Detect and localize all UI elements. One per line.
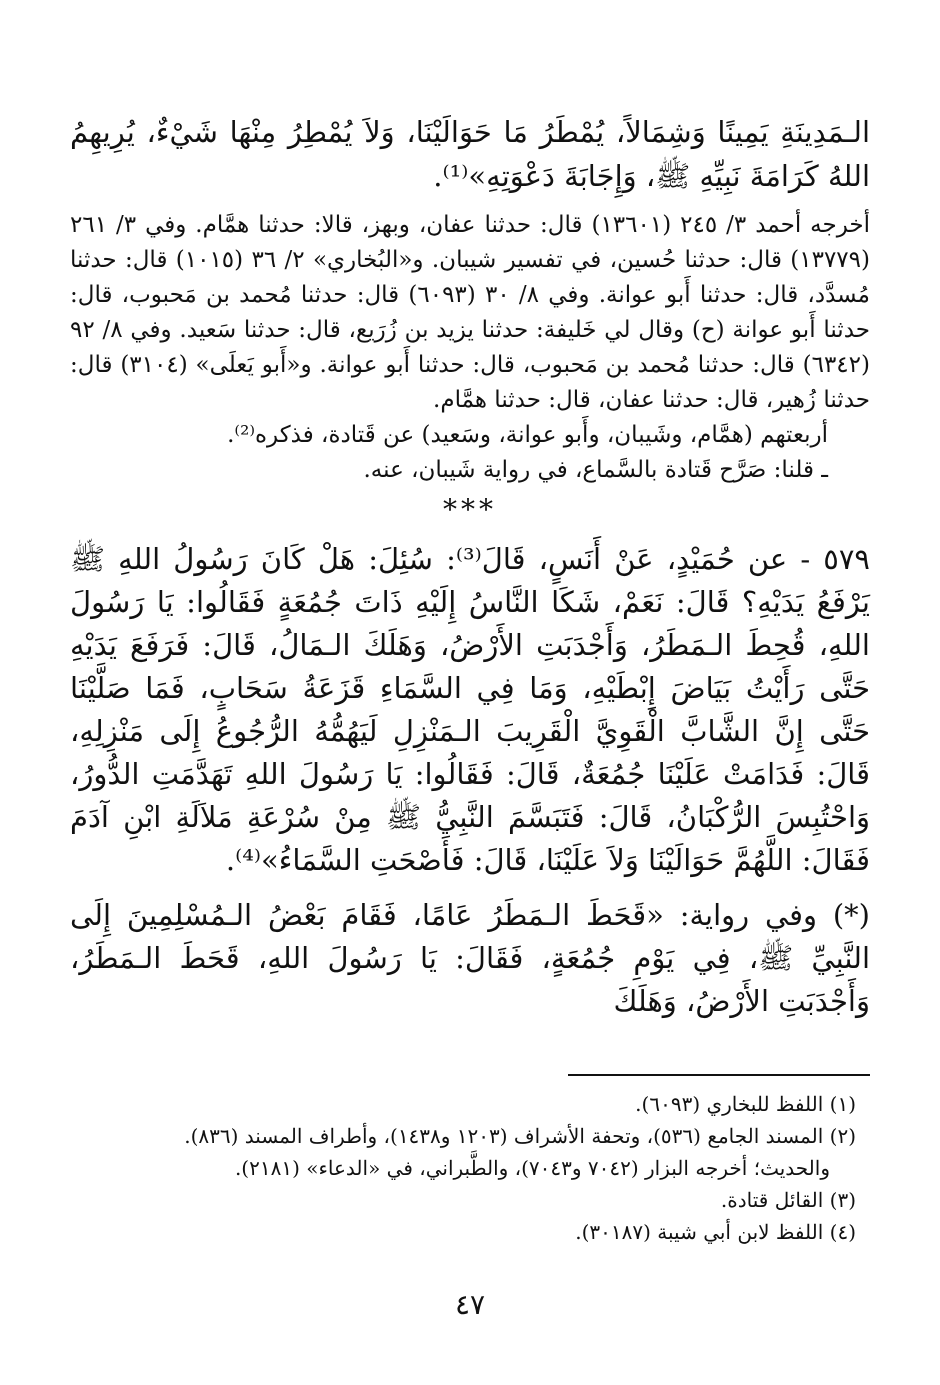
footnote-divider xyxy=(568,1074,870,1076)
footnote-2-continuation: والحديث؛ أخرجه البزار (٧٠٤٢ و٧٠٤٣)، والطَّبراني، في «الدعاء» (٢١٨١). xyxy=(234,1156,830,1180)
section-separator: *** xyxy=(443,493,497,526)
riwaya-paragraph: (*) وفي رواية: «قَحَطَ الـمَطَرُ عَامًا، فَقَامَ بَعْضُ الـمُسْلِمِينَ إِلَى النَّبِيِّ ﷺ، فِي يَوْمِ جُمُعَةٍ، فَقَالَ: يَا رَسُولَ اللهِ، قَحَطَ الـمَطَرُ، وَأَجْدَبَتِ الأَرْضُ، وَهَلَكَ xyxy=(70,898,870,1018)
takhrij-summary-line: أربعتهم (همَّام، وشَيبان، وأَبو عوانة، وسَعيد) عن قَتادة، فذكره⁽²⁾. xyxy=(227,422,828,448)
footnote-3: (٣) القائل قتادة. xyxy=(720,1188,856,1212)
footnote-4: (٤) اللفظ لابن أبي شيبة (٣٠١٨٧). xyxy=(575,1220,856,1244)
takhrij-note-line: ـ قلنا: صَرَّح قَتادة بالسَّماع، في رواية شَيبان، عنه. xyxy=(363,457,828,483)
page-number: ٤٧ xyxy=(454,1288,486,1321)
hadith-continuation-paragraph: الـمَدِينَةِ يَمِينًا وَشِمَالاً، يُمْطَرُ مَا حَوَالَيْنَا، وَلاَ يُمْطِرُ مِنْهَا شَيْءٌ، يُرِيهِمُ اللهُ كَرَامَةَ نَبِيِّهِ ﷺ، وَإِجَابَةَ دَعْوَتِهِ»⁽¹⁾. xyxy=(70,115,870,193)
footnote-1: (١) اللفظ للبخاري (٦٠٩٣). xyxy=(635,1092,856,1116)
hadith-579-paragraph: ٥٧٩ - عن حُمَيْدٍ، عَنْ أَنَسٍ، قَالَ⁽³⁾: سُئِلَ: هَلْ كَانَ رَسُولُ اللهِ ﷺ يَرْفَعُ يَدَيْهِ؟ قَالَ: نَعَمْ، شَكَا النَّاسُ إِلَيْهِ ذَاتَ جُمُعَةٍ فَقَالُوا: يَا رَسُولَ اللهِ، قُحِطَ الـمَطَرُ، وَأَجْدَبَتِ الأَرْضُ، وَهَلَكَ الـمَالُ، قَالَ: فَرَفَعَ يَدَيْهِ حَتَّى رَأَيْتُ بَيَاضَ إِبْطَيْهِ، وَمَا فِي السَّمَاءِ قَزَعَةُ سَحَابٍ، فَمَا صَلَّيْنَا حَتَّى إِنَّ الشَّابَّ الْقَوِيَّ الْقَرِيبَ الـمَنْزِلِ لَيَهُمُّهُ الرُّجُوعُ إِلَى مَنْزِلِهِ، قَالَ: فَدَامَتْ عَلَيْنَا جُمُعَةٌ، قَالَ: فَقَالُوا: يَا رَسُولَ اللهِ تَهَدَّمَتِ الدُّورُ، وَاحْتُبِسَ الرُّكْبَانُ، قَالَ: فَتَبَسَّمَ النَّبِيُّ ﷺ مِنْ سُرْعَةِ مَلاَلَةِ ابْنِ آدَمَ فَقَالَ: اللَّهُمَّ حَوَالَيْنَا وَلاَ عَلَيْنَا، قَالَ: فَأَصْحَتِ السَّمَاءُ»⁽⁴⁾. xyxy=(70,542,871,877)
takhrij-paragraph: أخرجه أحمد ٣/ ٢٤٥ (١٣٦٠١) قال: حدثنا عفان، وبهز، قالا: حدثنا همَّام. وفي ٣/ ٢٦١ (١٣٧٧٩) قال: حدثنا حُسين، في تفسير شيبان. و«البُخاري» ٢/ ٣٦ (١٠١٥) قال: حدثنا مُسدَّد، قال: حدثنا أَبو عوانة. وفي ٨/ ٣٠ (٦٠٩٣) قال: حدثنا مُحمد بن مَحبوب، قال: حدثنا أَبو عوانة (ح) وقال لي خَليفة: حدثنا يزيد بن زُرَيع، قال: حدثنا سَعيد. وفي ٨/ ٩٢ (٦٣٤٢) قال: حدثنا مُحمد بن مَحبوب، قال: حدثنا أَبو عوانة. و«أَبو يَعلَى» (٣١٠٤) قال: حدثنا زُهير، قال: حدثنا عفان، قال: حدثنا همَّام. xyxy=(70,212,871,413)
footnote-2: (٢) المسند الجامع (٥٣٦)، وتحفة الأشراف (١٢٠٣ و١٤٣٨)، وأطراف المسند (٨٣٦). xyxy=(184,1124,856,1148)
page-body xyxy=(70,110,870,1023)
footnotes xyxy=(70,1088,870,1248)
